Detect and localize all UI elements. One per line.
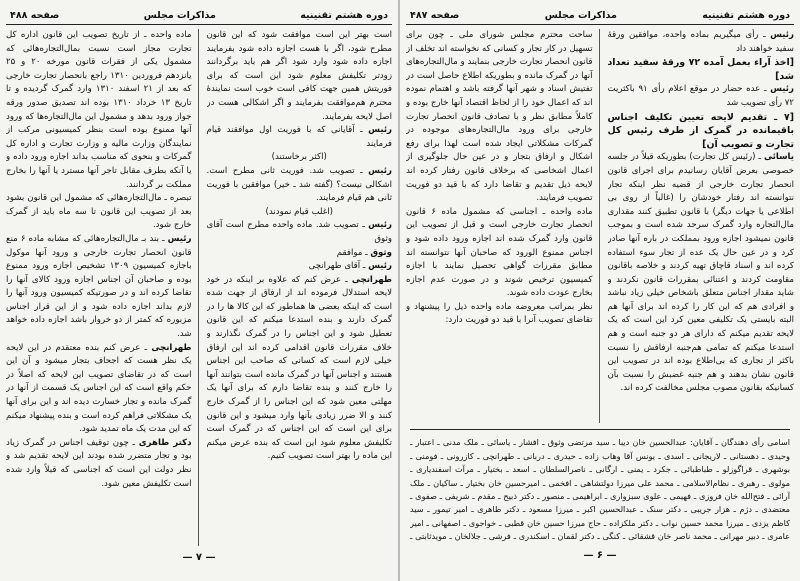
speaker-paragraph (207, 165, 393, 206)
speaker-paragraph (207, 260, 393, 274)
speaker-name: رئیس (167, 233, 192, 244)
speech-text: ـ رأی میگیریم بماده واحده، موافقین ورقهٔ سفید خواهند داد (607, 30, 794, 54)
speaker-paragraph (207, 124, 393, 151)
text-columns (6, 29, 392, 546)
term-label: دوره هشتم تقنینیه (702, 10, 790, 21)
journal-title: مذاکرات مجلس (544, 10, 617, 21)
section-heading: [اخذ آراء بعمل آمده ۷۲ ورقهٔ سفید تعداد شد] (607, 57, 794, 82)
speaker-name: رئیس (368, 261, 392, 272)
speech-text: ـ بند بـ مال‌التجاره‌هائی که مشابه ماده ۶ منع قانون انحصار تجارت خارجی و ورود آنها موکول باجازه کمیسیون ۱۳۰۹ تشخیص اجازه ورود ممنوع بوده و صاحبان آن اجناس اجازه ورود کالای آنها را تقاضا کرده اند و در صورتیکه کمیسیون ورود آنها را لازم بداند اجازه داده شود و از این قرار اجناس مزبوره که کمتر از دو خروار باشد اجازه داده خواهد شد. (6, 233, 192, 340)
speaker-paragraph (608, 29, 795, 56)
body-paragraph: ماده واحده ـ اجناسی که مشمول ماده ۶ قانون انحصار تجارت خارجی است و قبل از تصویب این قانون وارد گمرک شده اند اجازه ورود داده شود و اجناس ممنوع الورود که صاحبان آنها نتوانسته اند مطابق مقررات گواهی تحصیل نمایند با اجازه کمیسیون ترخیص شوند و در صورت عدم اجازه بخارج عودت داده شوند. (406, 206, 593, 299)
page-footer-number: — ۷ — (182, 551, 216, 563)
speech-text: ـ تصویب شد. فوریت ثانی مطرح است. اشکالی نیست؟ (گفته شد ـ خیر) موافقین با فوریت ثانی هم قیام فرمایند. (206, 165, 392, 204)
speaker-name: رئیس (368, 125, 392, 136)
speaker-paragraph (207, 274, 393, 464)
speaker-paragraph (207, 247, 393, 261)
speech-text: ـ آقایانی که با فوریت اول موافقند قیام فرمایند (206, 125, 392, 149)
speaker-paragraph (207, 219, 393, 246)
speech-text: ـ چون توقیف اجناس در گمرک زیاد بود و تجار متضرر شده بودند این لایحه تقدیم شد و نظر دولت این است که اجناسی که قبلاً وارد شده است تکلیفش معین شود. (6, 437, 192, 489)
speaker-name: رئیس (770, 30, 794, 40)
body-paragraph: نظر بمراتب معروضه ماده واحده ذیل را پیشنهاد و تقاضای تصویب آنرا با قید دو فوریت دارد: (406, 301, 593, 326)
column-left (6, 29, 199, 546)
speaker-paragraph (6, 342, 192, 437)
speaker-paragraph (608, 151, 795, 396)
stage-note: (اغلب قیام نمودند) (265, 206, 333, 217)
speaker-name: رئیس (368, 220, 392, 231)
speaker-name: رئیس (368, 165, 392, 176)
text-columns (406, 29, 794, 423)
speaker-paragraph (6, 437, 192, 491)
body-paragraph: تبصره ـ مال‌التجاره‌هائی که مشمول این قانون بشود بعد از تصویب این قانون تا سه ماه باید از گمرک خارج شود. (6, 193, 192, 231)
column-left (406, 29, 600, 423)
page-header (406, 4, 794, 25)
speaker-paragraph (6, 233, 192, 342)
speaker-paragraph (608, 83, 795, 110)
stage-note: (اکثر برخاستند) (271, 152, 327, 163)
body-paragraph: ساحت محترم مجلس شورای ملی ـ چون برای تسهیل در کار تجار و کسانی که نخواسته اند تخلف از قانون انحصار تجارت خارجی بنمایند و مال‌التجاره‌های آنها در گمرک مانده و بطوریکه اطلاع حاصل است در تفتیش اسناد و شهر آنها گرفته باشد و اهتمام نموده اند که اعمال خود را از لحاظ اقتصاد آنها خارج بوده و کاملاً مطابق نظر و با تصادف قانون انحصار تجارت خارجی برای ورود مال‌التجاره‌های موجوده در گمرکات مشکلاتی ایجاد شده است لهذا برای رفع اشکال و ارفاق بتجار و در عین حال جلوگیری از اعمال اشخاصی که برخلاف قانون رفتار کرده اند لایحه ذیل تقدیم و تقاضا دارد که با قید دو فوریت تصویب فرمایند. (406, 30, 593, 204)
speaker-name: وثوق (370, 247, 392, 258)
column-right (608, 29, 795, 423)
journal-title: مذاکرات مجلس (143, 10, 216, 21)
speech-text: ـ موافقم (336, 247, 368, 258)
page-header (6, 4, 392, 25)
speech-text: ـ (رئیس کل تجارت) بطوریکه قبلاً در جلسه خصوصی بعرض آقایان رسانیدم برای اجرای قانون انحصار تجارت خارجی از قضیه نظر اینکه تجار نتوانسته اند رفتار خودشان را (غالباً از روی بی اطلاعی یا جهات دیگر) با قانون تطبیق کنند مقداری مال‌التجاره وارد گمرک سرحد شده است و بموجب قانون نمیشود اجازه ورود بمملکت در باره آنها صادر کرد و در عین حال یک عده از تجار سوء استفاده کرده اند و اسناد قاچاق تهیه کردند و خلاصه باقانون مقاومت کردند و اعتنائی بمقررات قانون نکردند و شاید مقدار اجناس متعلق باشخاص خیلی زیاد نباشد و افرادی هم که این کار را کرده اند برای آنها هم البته بایستی یک تکلیفی معین کرد این است که یک لایحه تقدیم میکنم که دارای هر دو جنبه است و هم استدعا میکنم که تمامی هم‌جنبه ارفاقش را نسبت باکثر از تجاری که بی‌اطلاع بوده اند در تصویب این قانون نشان بدهند و هم جنبه غضبش را نسبت بآن کسانیکه بقانون مصوب مجلس مخالفت کرده اند. (607, 152, 794, 394)
page-footer-number: — ۶ — (583, 549, 617, 561)
body-paragraph: ماده واحده ـ از تاریخ تصویب این قانون اداره کل تجارت مجاز است نسبت بمال‌التجاره‌هائی که مشمول یکی از فقرات قانون مورخه ۲۰ و ۲۵ یانزدهم فروردین ۱۳۱۰ راجع بانحصار تجارت خارجی که بعد از ۲۱ اسفند ۱۳۱۰ وارد گمرک گردیده و تا تاریخ ۱۳ خرداد ۱۳۱۰ بوده اند تصدیق صدور ورقه جواز ورود بدهد و مشمول این مال‌التجاره‌ها که ورود آنها ممنوع بوده است بنظر کمیسیونی مرکب از نمایندگان وزارت مالیه و وزارت تجارت و اداره کل گمرکات و بنحوی که مناسب بداند اجازه ورود داده و یا آنکه بطرف مقابل تاجر آنها مسترد یا آنها را بخارج مملکت بر گردانند. (6, 30, 192, 190)
term-label: دوره هشتم تقنینیه (300, 10, 388, 21)
speaker-name: دکتر طاهری (138, 437, 192, 448)
speech-text: ـ آقای طهرانچی (308, 261, 366, 272)
column-right (207, 29, 393, 546)
speaker-name: طهرانچی (151, 342, 192, 353)
speaker-name: رئیس (770, 84, 794, 95)
voter-names-list: اسامی رأی دهندگان ـ آقایان: عبدالحسین خان دیبا ـ سید مرتضی وثوق ـ افشار ـ یاسائی ـ ملک مدنی ـ اعتبار ـ وحیدی ـ دهستانی ـ لاریجانی ـ اسدی ـ یونس آقا وهاب زاده ـ حیدری ـ دربانی ـ طهرانچی ـ کازرونی ـ فومنی ـ بوشهری ـ قراگوزلو ـ طباطبائی ـ جکرد ـ یمنی ـ ارگانی ـ ناصرالسلطان ـ اسعد ـ بختیار ـ مرآت اسفندیاری ـ مولوی ـ رهبری ـ نظام‌الاسلامی ـ محمد علی میرزا دولتشاهی ـ افخمی ـ امیرحسین خان بختیار ـ ساکیان ـ ملک آرائی ـ فتح‌الله خان فروزی ـ فهیمی ـ علوی سبزواری ـ ابراهیمی ـ منصور ـ دکتر ذبیح ـ مقدم ـ شریفی ـ صفوی ـ معتضدی ـ دژم ـ هزار جریبی ـ دکتر سنک ـ عبدالحسین اکبر ـ میرزا مسعود ـ دکتر طاهری ـ امیر تیمور ـ سید کاظم یزدی ـ میرزا محمد حسین نواب ـ دکتر ملکزاده ـ حاج میرزا حسین خان قطبی ـ خواجوی ـ اصفهانی ـ امیر عامری ـ دبیر مهرانی ـ محمد ناصر خان قشقائی ـ کنگی ـ دکتر لقمان ـ اسکندری ـ فرشی ـ جلالخان ـ مویدثابتی ـ (410, 429, 790, 543)
body-paragraph: است بهتر این است موافقت شود که این قانون مطرح شود، اگر با هست اجازه داده شود بفرمایند اجازه داده شود وارد شود اگر هم باید برگردانند زودتر تکلیفش معلوم شود این است که برای فوریتش همین جهت کافی است خوب است نمایندهٔ محترم هم‌موافقت بفرمایند و اگر اشکالی هست در اصل لایحه بفرمایند. (206, 30, 392, 122)
speech-text: ـ تصویب شد. ماده واحده مطرح است آقای وثوق (206, 220, 392, 244)
speech-text: ـ عرض کنم که علاوه بر اینکه در خود لایحه استدلال فرموده اند از ارفاق از جهت شده است که اینکه بعضی ها هماطور که این کالا ها را در گمرک دارند و بنده استدعا میکنم که این قانون تعطیل شود و این اجناس را در گمرک نگذارند و خلاف مقررات قانون اقدامی کرده اند این ارفاق خیلی لازم است که کسانی که صاحب این اجناس هستند و اجناس آنها در گمرک مانده است بتوانند آنها را خارج کنند و بنده تقاضا دارم که برای آنها یک مهلتی معین شود که این اجناس را از گمرک خارج کنند و الا ضرر زیادی بآنها وارد میشود و این قانون برای این است که این اجناس که در گمرک است تکلیفش معلوم شود این است که بنده عرض میکنم این ماده را بهتر است تصویب کنیم. (206, 274, 392, 462)
page-number: صفحه ۴۸۷ (410, 10, 460, 21)
section-heading: [۷ ـ تقدیم لایحه تعیین تکلیف اجناس باقیمانده در گمرک از طرف رئیس کل تجارت و تصویب آن] (607, 111, 794, 150)
speech-text: ـ عده حضار در موقع اعلام رأی ۹۱ باکثریت ۷۲ رأی تصویب شد (607, 84, 794, 108)
page-right (400, 0, 800, 581)
speech-text: ـ عرض کنم بنده معتقدم در این لایحه یک نظر هست که اجحاف بتجار میشود و آن این است که در تقاضای تصویب این لایحه که اصلاً در حکم واقع است که این اجناس یک قسمت از آنها در گمرک مانده و تجار خسارت دیده اند و این برای آنها یک مشکلاتی فراهم کرده است و بنده پیشنهاد میکنم که این مدت یک ماه تمدید شود. (6, 342, 192, 435)
page-number: صفحه ۴۸۸ (10, 10, 60, 21)
speaker-name: یاسائی (763, 152, 794, 163)
speaker-name: طهرانچی (351, 274, 392, 285)
